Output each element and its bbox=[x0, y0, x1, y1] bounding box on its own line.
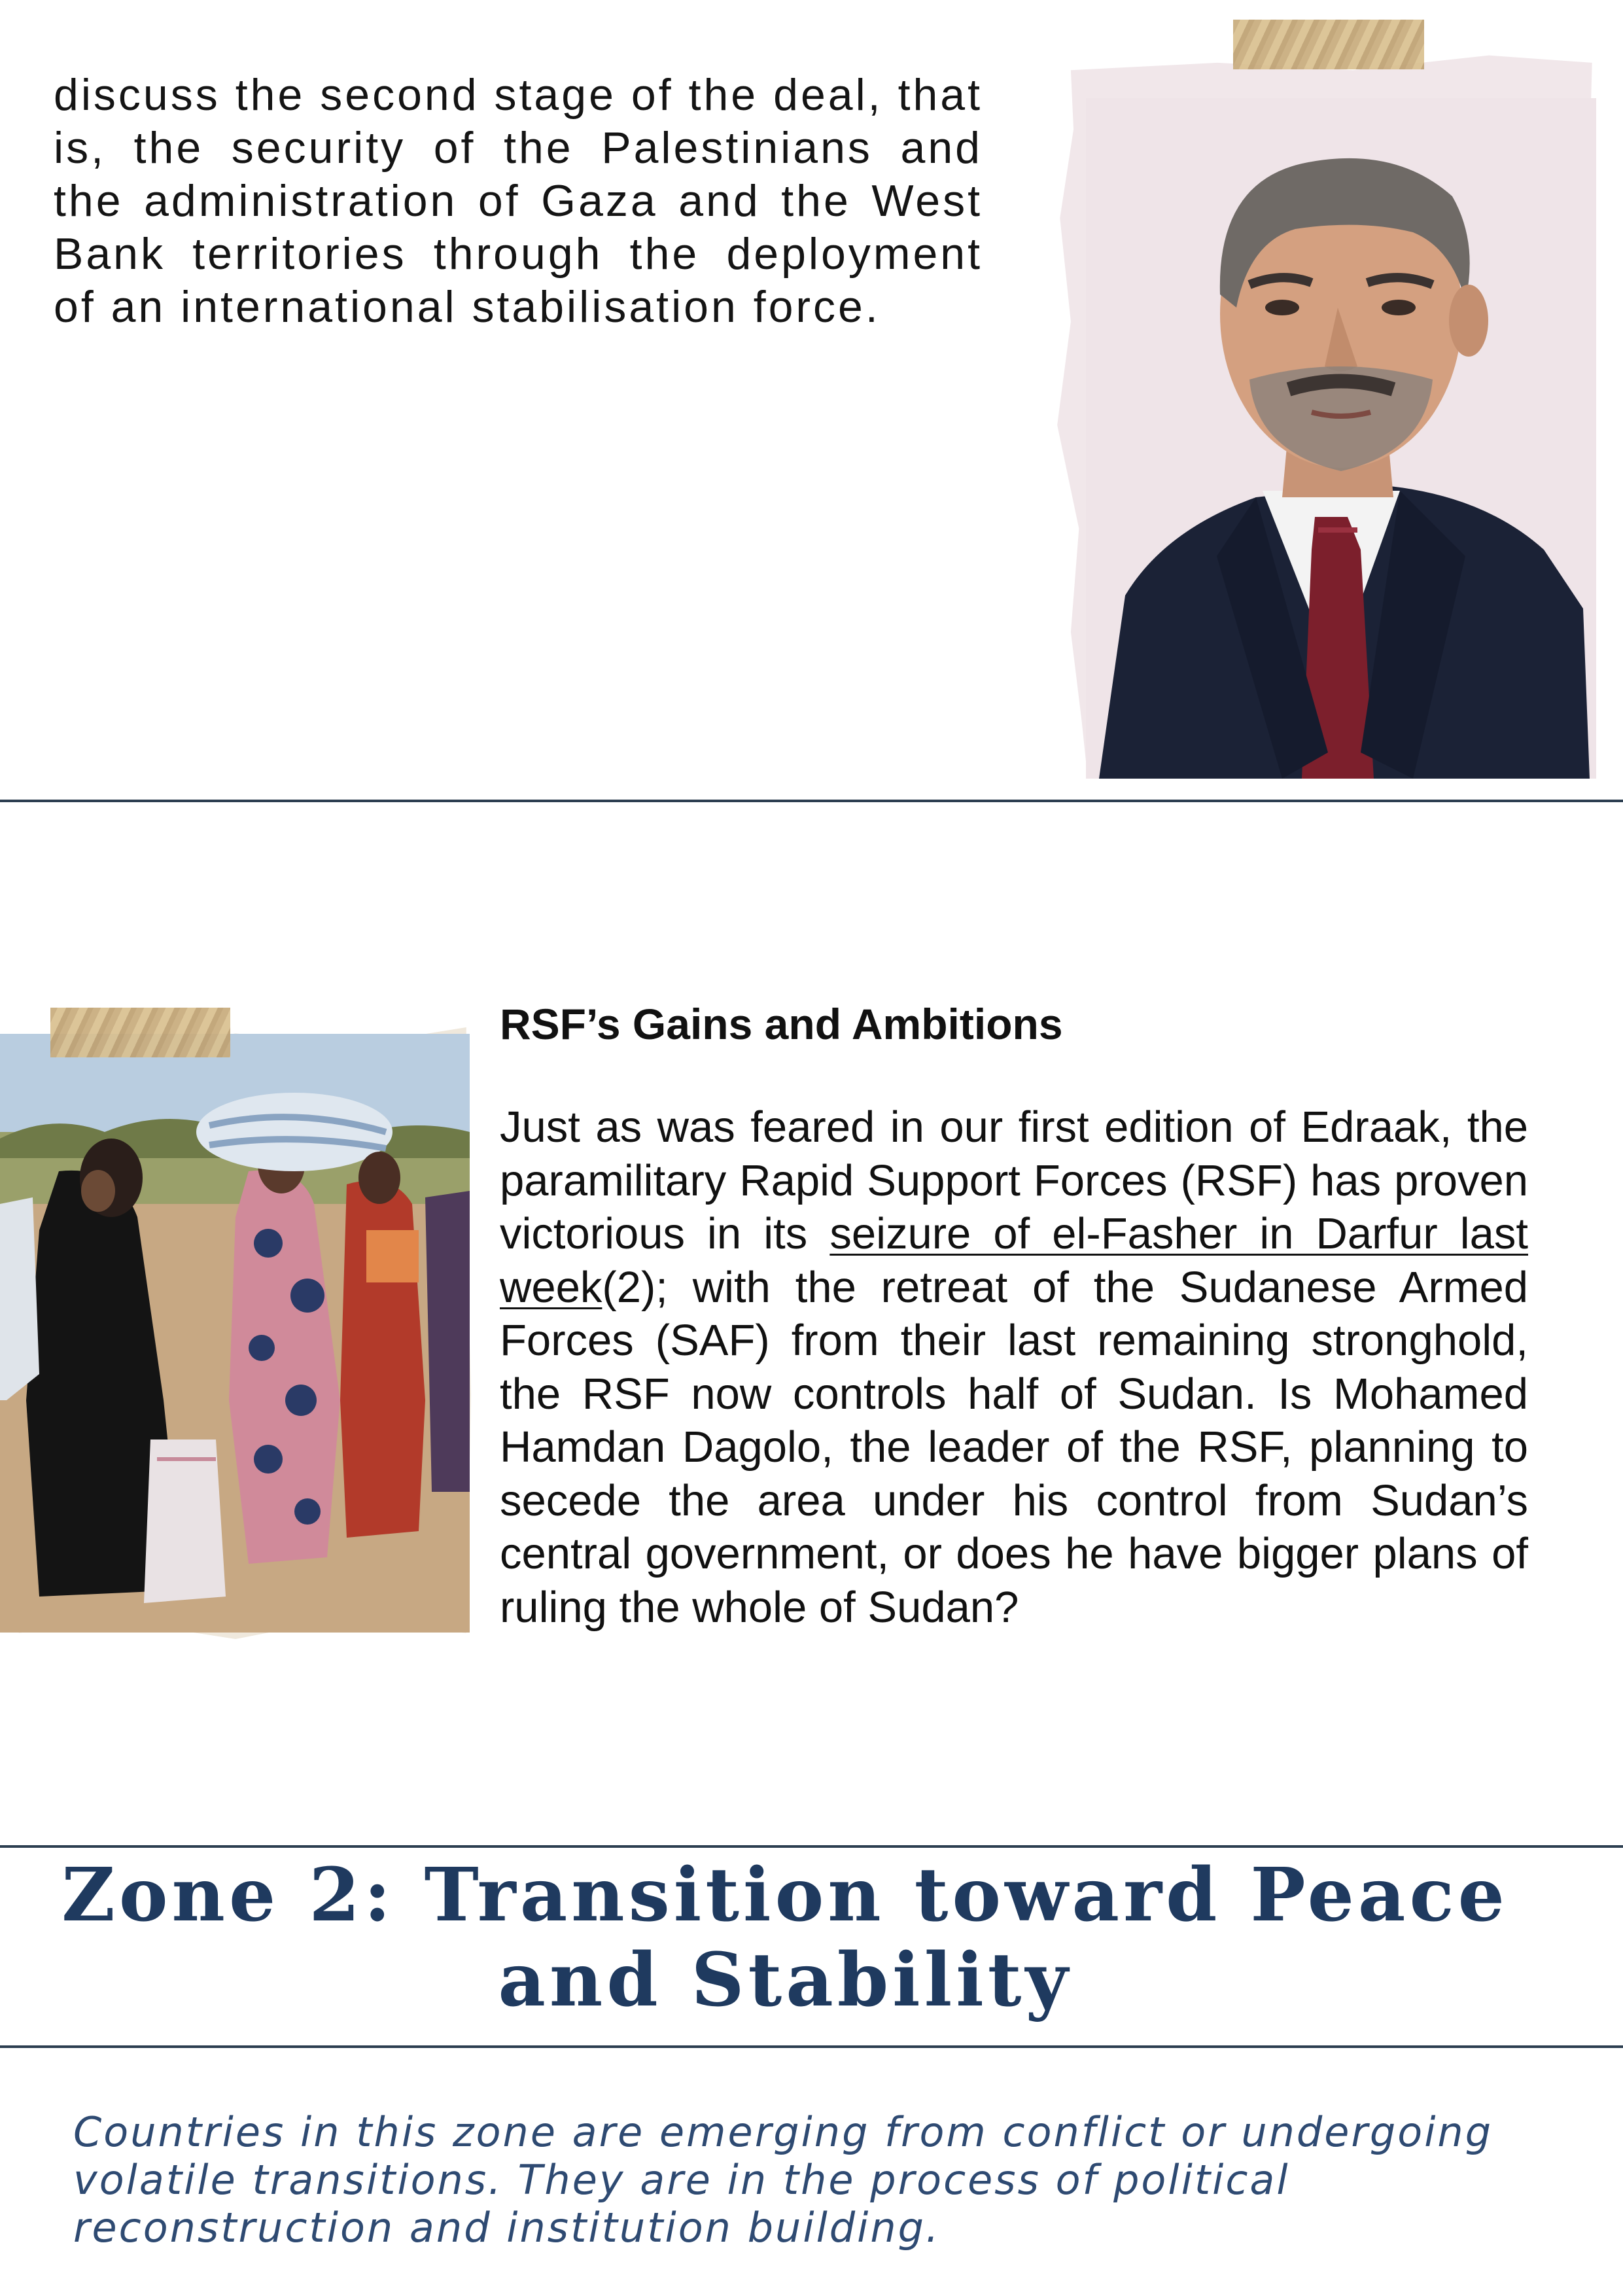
zone-title: Zone 2: Transition toward Peace and Stability bbox=[61, 1852, 1509, 2023]
zone-description: Countries in this zone are emerging from conflict or undergoing volatile transitions. They are in the process of political reconstruction and institution building. bbox=[73, 2108, 1493, 2252]
zone-divider-bottom bbox=[0, 2045, 1623, 2048]
source-link[interactable]: seizure of el-Fasher in Darfur last week bbox=[500, 1209, 1528, 1312]
portrait-photo bbox=[1086, 98, 1596, 779]
section-body bbox=[500, 1101, 1528, 1634]
photo-tape bbox=[1233, 20, 1424, 69]
body-text-end: (2); with the retreat of the Sudanese Armed Forces (SAF) from their last remaining stronghold, the RSF now controls half of Sudan. Is Mohamed Hamdan Dagolo, the leader of the RSF, planning to secede the area under his control from Sudan’s central government, or does he have bigger plans of ruling the whole of Sudan? bbox=[500, 1262, 1528, 1632]
displaced-people-photo bbox=[0, 1034, 470, 1633]
section-divider bbox=[0, 800, 1623, 802]
body-text-start: Just as was feared in our first edition of Edraak, the paramilitary Rapid Support Forces (RSF) has proven victorious in its bbox=[500, 1103, 1528, 1258]
zone-divider-top bbox=[0, 1845, 1623, 1848]
section-heading: RSF’s Gains and Ambitions bbox=[500, 1000, 1063, 1048]
continued-paragraph: discuss the second stage of the deal, that is, the security of the Palestinians and the administration of Gaza and the West Bank territories through the deployment of an international stabilisation force. bbox=[54, 70, 983, 332]
photo-tape bbox=[50, 1008, 230, 1057]
